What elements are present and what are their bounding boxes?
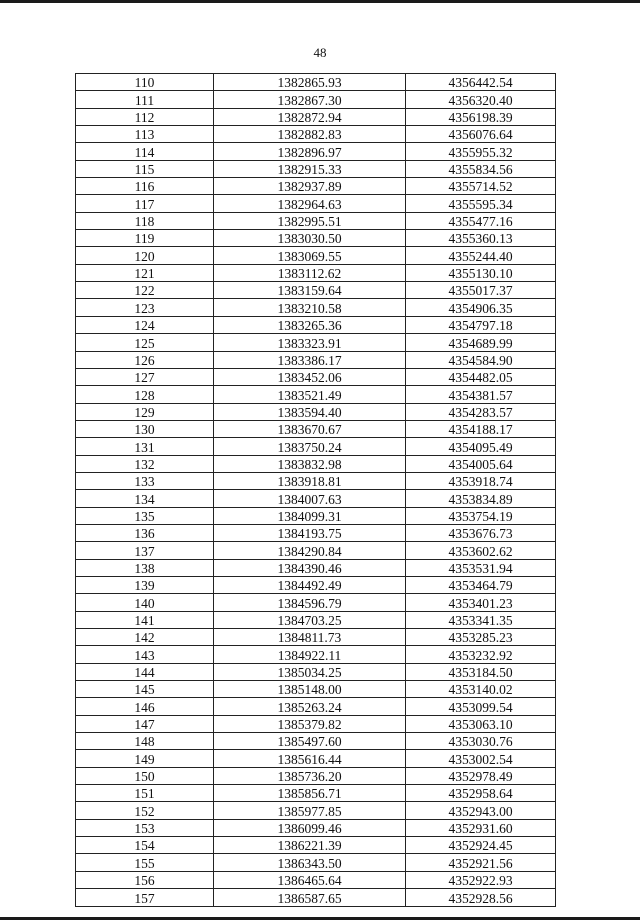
x-coordinate-cell: 1383670.67	[214, 420, 406, 437]
point-number-cell: 129	[76, 403, 214, 420]
y-coordinate-cell: 4353401.23	[406, 594, 556, 611]
x-coordinate-cell: 1383386.17	[214, 351, 406, 368]
x-coordinate-cell: 1382865.93	[214, 74, 406, 91]
y-coordinate-cell: 4355834.56	[406, 160, 556, 177]
y-coordinate-cell: 4355017.37	[406, 282, 556, 299]
x-coordinate-cell: 1384922.11	[214, 646, 406, 663]
point-number-cell: 145	[76, 681, 214, 698]
x-coordinate-cell: 1382896.97	[214, 143, 406, 160]
y-coordinate-cell: 4356442.54	[406, 74, 556, 91]
x-coordinate-cell: 1383750.24	[214, 438, 406, 455]
point-number-cell: 139	[76, 576, 214, 593]
x-coordinate-cell: 1382964.63	[214, 195, 406, 212]
table-row	[76, 524, 556, 541]
y-coordinate-cell: 4353341.35	[406, 611, 556, 628]
table-row	[76, 715, 556, 732]
table-row	[76, 507, 556, 524]
y-coordinate-cell: 4355714.52	[406, 178, 556, 195]
x-coordinate-cell: 1383323.91	[214, 334, 406, 351]
y-coordinate-cell: 4353232.92	[406, 646, 556, 663]
x-coordinate-cell: 1383112.62	[214, 264, 406, 281]
table-row	[76, 698, 556, 715]
x-coordinate-cell: 1382915.33	[214, 160, 406, 177]
x-coordinate-cell: 1384007.63	[214, 490, 406, 507]
table-row	[76, 438, 556, 455]
point-number-cell: 141	[76, 611, 214, 628]
y-coordinate-cell: 4354584.90	[406, 351, 556, 368]
y-coordinate-cell: 4353464.79	[406, 576, 556, 593]
point-number-cell: 125	[76, 334, 214, 351]
y-coordinate-cell: 4353676.73	[406, 524, 556, 541]
point-number-cell: 133	[76, 472, 214, 489]
point-number-cell: 151	[76, 785, 214, 802]
table-row	[76, 819, 556, 836]
point-number-cell: 121	[76, 264, 214, 281]
table-row	[76, 767, 556, 784]
point-number-cell: 128	[76, 386, 214, 403]
table-row	[76, 681, 556, 698]
table-row	[76, 733, 556, 750]
point-number-cell: 126	[76, 351, 214, 368]
x-coordinate-cell: 1383069.55	[214, 247, 406, 264]
x-coordinate-cell: 1385497.60	[214, 733, 406, 750]
point-number-cell: 152	[76, 802, 214, 819]
table-row	[76, 629, 556, 646]
table-row	[76, 837, 556, 854]
table-row	[76, 299, 556, 316]
table-row	[76, 351, 556, 368]
table-row	[76, 785, 556, 802]
y-coordinate-cell: 4355477.16	[406, 212, 556, 229]
point-number-cell: 154	[76, 837, 214, 854]
table-row	[76, 420, 556, 437]
y-coordinate-cell: 4356198.39	[406, 108, 556, 125]
table-row	[76, 264, 556, 281]
x-coordinate-cell: 1384492.49	[214, 576, 406, 593]
point-number-cell: 136	[76, 524, 214, 541]
x-coordinate-cell: 1384703.25	[214, 611, 406, 628]
table-row	[76, 594, 556, 611]
point-number-cell: 148	[76, 733, 214, 750]
point-number-cell: 144	[76, 663, 214, 680]
y-coordinate-cell: 4352958.64	[406, 785, 556, 802]
point-number-cell: 132	[76, 455, 214, 472]
x-coordinate-cell: 1384290.84	[214, 542, 406, 559]
table-row	[76, 282, 556, 299]
table-row	[76, 403, 556, 420]
point-number-cell: 113	[76, 126, 214, 143]
point-number-cell: 153	[76, 819, 214, 836]
table-row	[76, 802, 556, 819]
coordinates-table-body	[76, 74, 556, 907]
point-number-cell: 127	[76, 368, 214, 385]
y-coordinate-cell: 4353285.23	[406, 629, 556, 646]
y-coordinate-cell: 4352943.00	[406, 802, 556, 819]
y-coordinate-cell: 4353099.54	[406, 698, 556, 715]
y-coordinate-cell: 4352924.45	[406, 837, 556, 854]
table-row	[76, 576, 556, 593]
x-coordinate-cell: 1386343.50	[214, 854, 406, 871]
x-coordinate-cell: 1386587.65	[214, 889, 406, 906]
point-number-cell: 131	[76, 438, 214, 455]
table-row	[76, 455, 556, 472]
y-coordinate-cell: 4354283.57	[406, 403, 556, 420]
x-coordinate-cell: 1382995.51	[214, 212, 406, 229]
point-number-cell: 150	[76, 767, 214, 784]
point-number-cell: 124	[76, 316, 214, 333]
y-coordinate-cell: 4353754.19	[406, 507, 556, 524]
y-coordinate-cell: 4354906.35	[406, 299, 556, 316]
y-coordinate-cell: 4353002.54	[406, 750, 556, 767]
point-number-cell: 138	[76, 559, 214, 576]
y-coordinate-cell: 4353140.02	[406, 681, 556, 698]
point-number-cell: 143	[76, 646, 214, 663]
y-coordinate-cell: 4352931.60	[406, 819, 556, 836]
table-row	[76, 386, 556, 403]
x-coordinate-cell: 1382872.94	[214, 108, 406, 125]
x-coordinate-cell: 1385616.44	[214, 750, 406, 767]
point-number-cell: 135	[76, 507, 214, 524]
table-row	[76, 611, 556, 628]
table-row	[76, 195, 556, 212]
x-coordinate-cell: 1385148.00	[214, 681, 406, 698]
table-row	[76, 143, 556, 160]
x-coordinate-cell: 1384099.31	[214, 507, 406, 524]
x-coordinate-cell: 1383594.40	[214, 403, 406, 420]
x-coordinate-cell: 1386099.46	[214, 819, 406, 836]
point-number-cell: 115	[76, 160, 214, 177]
x-coordinate-cell: 1385379.82	[214, 715, 406, 732]
x-coordinate-cell: 1383030.50	[214, 230, 406, 247]
point-number-cell: 146	[76, 698, 214, 715]
point-number-cell: 116	[76, 178, 214, 195]
table-row	[76, 74, 556, 91]
y-coordinate-cell: 4356076.64	[406, 126, 556, 143]
y-coordinate-cell: 4353531.94	[406, 559, 556, 576]
point-number-cell: 140	[76, 594, 214, 611]
point-number-cell: 142	[76, 629, 214, 646]
x-coordinate-cell: 1386221.39	[214, 837, 406, 854]
y-coordinate-cell: 4354095.49	[406, 438, 556, 455]
table-row	[76, 334, 556, 351]
y-coordinate-cell: 4354797.18	[406, 316, 556, 333]
y-coordinate-cell: 4353834.89	[406, 490, 556, 507]
x-coordinate-cell: 1383832.98	[214, 455, 406, 472]
y-coordinate-cell: 4352978.49	[406, 767, 556, 784]
page-top-border	[0, 0, 640, 3]
x-coordinate-cell: 1385736.20	[214, 767, 406, 784]
point-number-cell: 123	[76, 299, 214, 316]
page-number: 48	[313, 45, 327, 60]
x-coordinate-cell: 1385856.71	[214, 785, 406, 802]
y-coordinate-cell: 4352922.93	[406, 871, 556, 888]
y-coordinate-cell: 4355955.32	[406, 143, 556, 160]
x-coordinate-cell: 1384193.75	[214, 524, 406, 541]
x-coordinate-cell: 1383918.81	[214, 472, 406, 489]
x-coordinate-cell: 1383210.58	[214, 299, 406, 316]
x-coordinate-cell: 1382882.83	[214, 126, 406, 143]
table-row	[76, 854, 556, 871]
table-row	[76, 91, 556, 108]
table-row	[76, 108, 556, 125]
table-row	[76, 559, 556, 576]
point-number-cell: 110	[76, 74, 214, 91]
point-number-cell: 112	[76, 108, 214, 125]
point-number-cell: 122	[76, 282, 214, 299]
point-number-cell: 117	[76, 195, 214, 212]
point-number-cell: 119	[76, 230, 214, 247]
table-row	[76, 472, 556, 489]
x-coordinate-cell: 1382937.89	[214, 178, 406, 195]
y-coordinate-cell: 4355244.40	[406, 247, 556, 264]
y-coordinate-cell: 4355595.34	[406, 195, 556, 212]
point-number-cell: 118	[76, 212, 214, 229]
table-row	[76, 247, 556, 264]
table-row	[76, 889, 556, 906]
table-row	[76, 490, 556, 507]
x-coordinate-cell: 1383159.64	[214, 282, 406, 299]
x-coordinate-cell: 1384390.46	[214, 559, 406, 576]
table-row	[76, 663, 556, 680]
x-coordinate-cell: 1386465.64	[214, 871, 406, 888]
y-coordinate-cell: 4353602.62	[406, 542, 556, 559]
table-row	[76, 316, 556, 333]
y-coordinate-cell: 4354005.64	[406, 455, 556, 472]
x-coordinate-cell: 1383521.49	[214, 386, 406, 403]
x-coordinate-cell: 1384596.79	[214, 594, 406, 611]
y-coordinate-cell: 4354188.17	[406, 420, 556, 437]
table-row	[76, 542, 556, 559]
table-row	[76, 646, 556, 663]
y-coordinate-cell: 4356320.40	[406, 91, 556, 108]
x-coordinate-cell: 1384811.73	[214, 629, 406, 646]
y-coordinate-cell: 4354482.05	[406, 368, 556, 385]
point-number-cell: 120	[76, 247, 214, 264]
y-coordinate-cell: 4355360.13	[406, 230, 556, 247]
point-number-cell: 147	[76, 715, 214, 732]
x-coordinate-cell: 1385977.85	[214, 802, 406, 819]
point-number-cell: 114	[76, 143, 214, 160]
y-coordinate-cell: 4353030.76	[406, 733, 556, 750]
table-row	[76, 871, 556, 888]
y-coordinate-cell: 4352921.56	[406, 854, 556, 871]
y-coordinate-cell: 4354381.57	[406, 386, 556, 403]
table-row	[76, 212, 556, 229]
y-coordinate-cell: 4352928.56	[406, 889, 556, 906]
y-coordinate-cell: 4353184.50	[406, 663, 556, 680]
table-row	[76, 126, 556, 143]
x-coordinate-cell: 1385263.24	[214, 698, 406, 715]
x-coordinate-cell: 1385034.25	[214, 663, 406, 680]
y-coordinate-cell: 4355130.10	[406, 264, 556, 281]
table-row	[76, 178, 556, 195]
table-row	[76, 160, 556, 177]
point-number-cell: 155	[76, 854, 214, 871]
point-number-cell: 156	[76, 871, 214, 888]
x-coordinate-cell: 1383452.06	[214, 368, 406, 385]
coordinates-table	[75, 73, 556, 907]
y-coordinate-cell: 4353063.10	[406, 715, 556, 732]
table-row	[76, 230, 556, 247]
x-coordinate-cell: 1382867.30	[214, 91, 406, 108]
y-coordinate-cell: 4354689.99	[406, 334, 556, 351]
point-number-cell: 157	[76, 889, 214, 906]
table-row	[76, 368, 556, 385]
point-number-cell: 134	[76, 490, 214, 507]
point-number-cell: 149	[76, 750, 214, 767]
point-number-cell: 130	[76, 420, 214, 437]
x-coordinate-cell: 1383265.36	[214, 316, 406, 333]
table-row	[76, 750, 556, 767]
point-number-cell: 111	[76, 91, 214, 108]
point-number-cell: 137	[76, 542, 214, 559]
y-coordinate-cell: 4353918.74	[406, 472, 556, 489]
